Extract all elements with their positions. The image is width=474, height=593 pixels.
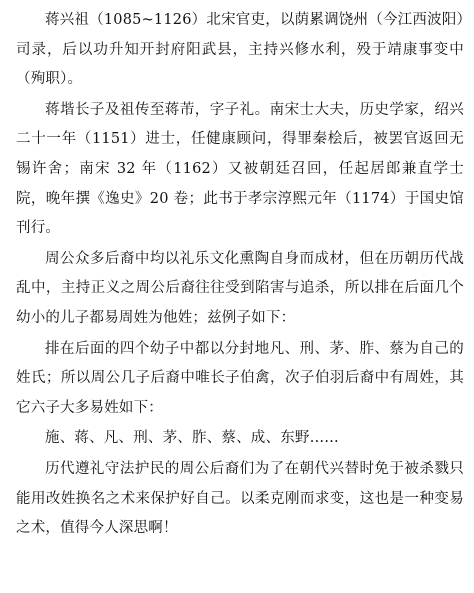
paragraph-conclusion: 历代遵礼守法护民的周公后裔们为了在朝代兴替时免于被杀戮只能用改姓换名之术来保护好自己。以柔克刚而求变，这也是一种变易之术，值得今人深思啊！ xyxy=(16,460,464,537)
paragraph-four-youngest-sons: 排在后面的四个幼子中都以分封地凡、刑、茅、胙、蔡为自己的姓氏；所以周公几子后裔中唯长子伯禽，次子伯羽后裔中有周姓，其它六子大多易姓如下： xyxy=(16,340,464,416)
paragraph-jiang-fu: 蒋堦长子及祖传至蒋芾，字子礼。南宋士大夫，历史学家，绍兴二十一年（1151）进士，任健康顾问，得罪秦桧后，被罢官返回无锡许舍；南宋 32 年（1162）又被朝廷召回，任起居郎兼直学士院，晚年撰《逸史》20 卷；此书于孝宗淳熙元年（1174）于国史馆刊行。 xyxy=(16,101,464,237)
paragraph-surname-list: 施、蒋、凡、刑、茅、胙、蔡、成、东野…… xyxy=(45,430,339,447)
paragraph-zhou-descendants: 周公众多后裔中均以礼乐文化熏陶自身而成材，但在历朝历代战乱中，主持正义之周公后裔往往受到陷害与追杀，所以排在后面几个幼小的儿子都易周姓为他姓；兹例子如下： xyxy=(16,250,464,326)
paragraph-jiang-xingzu: 蒋兴祖（1085~1126）北宋官吏，以荫累调饶州（今江西波阳）司录，后以功升知开封府阳武县，主持兴修水利，殁于靖康事变中（殉职）。 xyxy=(16,12,464,88)
